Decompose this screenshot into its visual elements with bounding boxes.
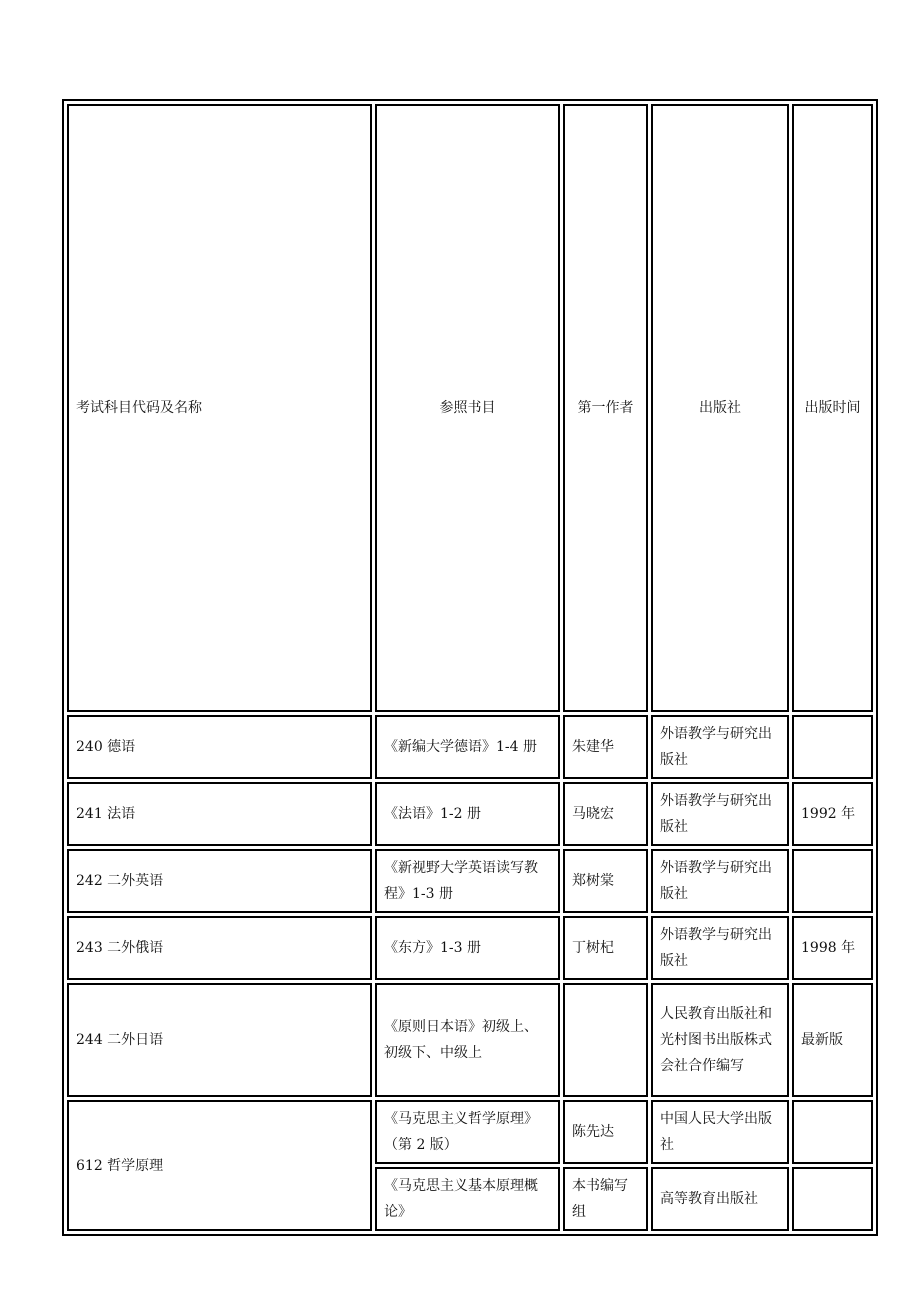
table-row xyxy=(67,849,873,913)
table-row xyxy=(67,782,873,846)
book-cell: 《原则日本语》初级上、初级下、中级上 xyxy=(375,983,560,1097)
header-publisher: 出版社 xyxy=(651,104,789,712)
subject-cell: 244 二外日语 xyxy=(67,983,372,1097)
header-author: 第一作者 xyxy=(563,104,648,712)
author-cell: 朱建华 xyxy=(563,715,648,779)
subject-cell: 241 法语 xyxy=(67,782,372,846)
reference-book-table-container xyxy=(62,99,868,1236)
year-cell xyxy=(792,849,873,913)
table-row xyxy=(67,1100,873,1164)
publisher-cell: 外语教学与研究出版社 xyxy=(651,849,789,913)
subject-cell: 243 二外俄语 xyxy=(67,916,372,980)
publisher-cell: 外语教学与研究出版社 xyxy=(651,715,789,779)
publisher-cell: 外语教学与研究出版社 xyxy=(651,916,789,980)
publisher-cell: 中国人民大学出版社 xyxy=(651,1100,789,1164)
book-cell: 《东方》1-3 册 xyxy=(375,916,560,980)
subject-cell: 242 二外英语 xyxy=(67,849,372,913)
table-row xyxy=(67,983,873,1097)
author-cell xyxy=(563,983,648,1097)
table-row xyxy=(67,916,873,980)
publisher-cell: 人民教育出版社和光村图书出版株式会社合作编写 xyxy=(651,983,789,1097)
year-cell: 最新版 xyxy=(792,983,873,1097)
author-cell: 郑树棠 xyxy=(563,849,648,913)
author-cell: 马晓宏 xyxy=(563,782,648,846)
publisher-cell: 高等教育出版社 xyxy=(651,1167,789,1231)
subject-cell: 240 德语 xyxy=(67,715,372,779)
header-book: 参照书目 xyxy=(375,104,560,712)
year-cell xyxy=(792,1100,873,1164)
publisher-cell: 外语教学与研究出版社 xyxy=(651,782,789,846)
year-cell: 1998 年 xyxy=(792,916,873,980)
header-row xyxy=(67,104,873,712)
year-cell xyxy=(792,715,873,779)
book-cell: 《新编大学德语》1-4 册 xyxy=(375,715,560,779)
header-year: 出版时间 xyxy=(792,104,873,712)
subject-cell: 612 哲学原理 xyxy=(67,1100,372,1231)
reference-book-table xyxy=(62,99,878,1236)
year-cell xyxy=(792,1167,873,1231)
author-cell: 丁树杞 xyxy=(563,916,648,980)
table-row xyxy=(67,715,873,779)
book-cell: 《法语》1-2 册 xyxy=(375,782,560,846)
year-cell: 1992 年 xyxy=(792,782,873,846)
author-cell: 陈先达 xyxy=(563,1100,648,1164)
book-cell: 《马克思主义基本原理概论》 xyxy=(375,1167,560,1231)
book-cell: 《新视野大学英语读写教程》1-3 册 xyxy=(375,849,560,913)
book-cell: 《马克思主义哲学原理》（第 2 版） xyxy=(375,1100,560,1164)
author-cell: 本书编写组 xyxy=(563,1167,648,1231)
header-subject: 考试科目代码及名称 xyxy=(67,104,372,712)
